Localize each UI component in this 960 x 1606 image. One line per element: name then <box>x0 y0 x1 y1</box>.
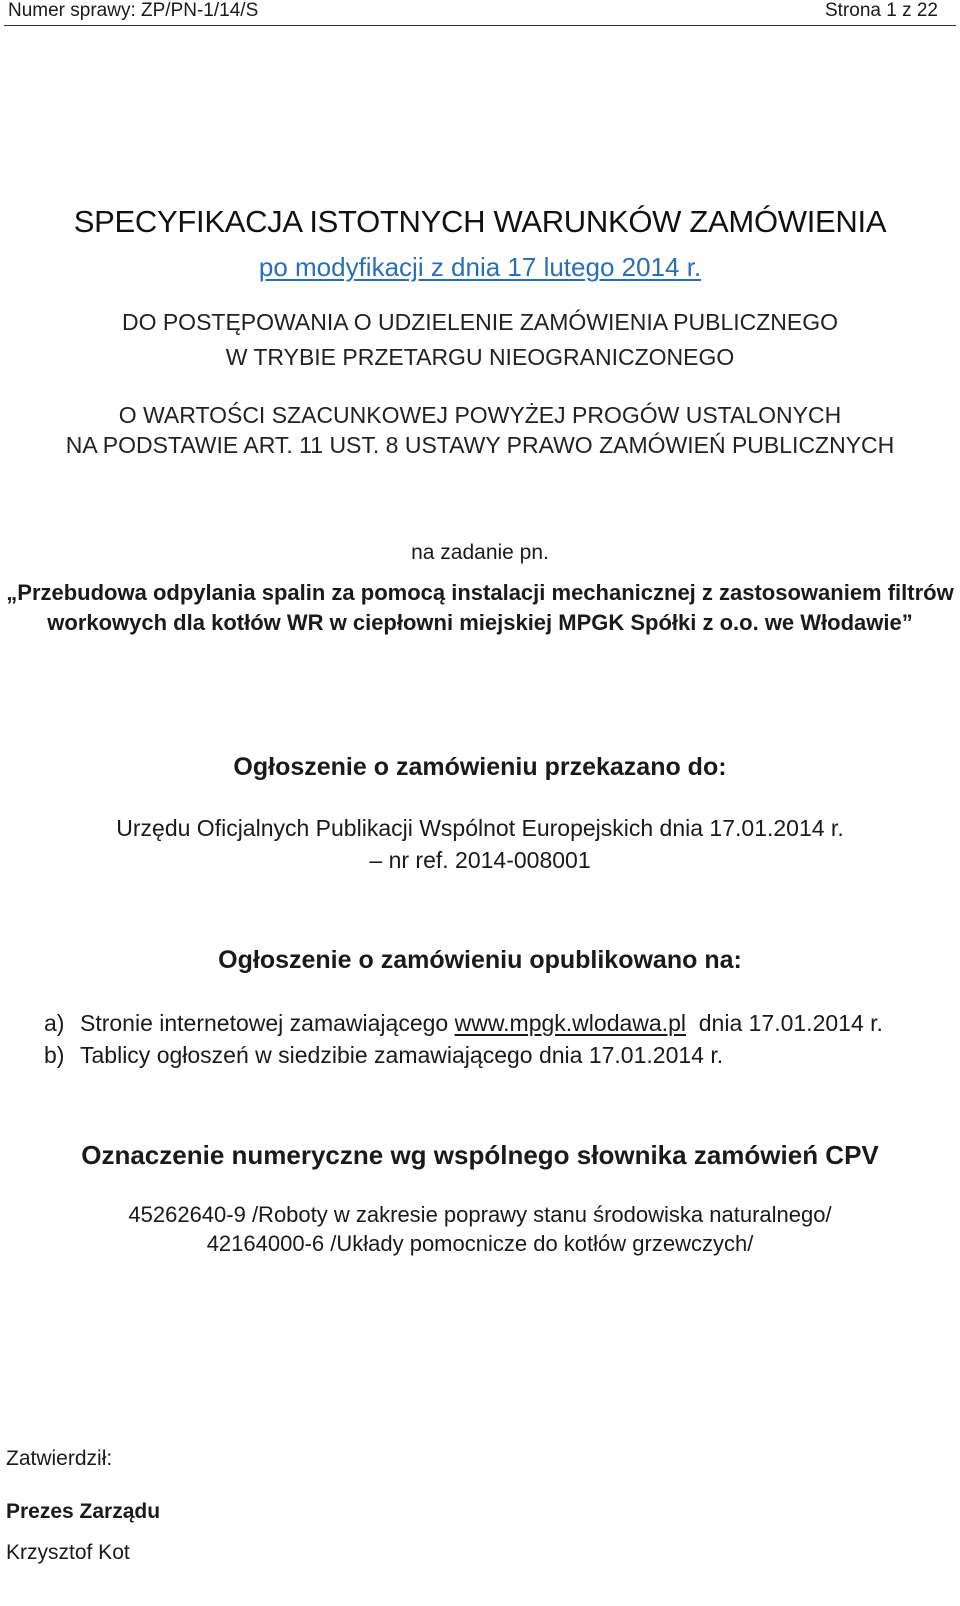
notice-sent-heading: Ogłoszenie o zamówieniu przekazano do: <box>233 753 727 781</box>
item-b-label: b) <box>44 1042 65 1068</box>
notice-sent-line-1: Urzędu Oficjalnych Publikacji Wspólnot Europejskich dnia 17.01.2014 r. <box>116 815 844 841</box>
case-number: Numer sprawy: ZP/PN-1/14/S <box>8 0 259 21</box>
item-a-date: dnia 17.01.2014 r. <box>698 1010 883 1036</box>
value-line-2: NA PODSTAWIE ART. 11 UST. 8 USTAWY PRAWO ZAMÓWIEŃ PUBLICZNYCH <box>65 432 895 458</box>
task-name-line-1: „Przebudowa odpylania spalin za pomocą instalacji mechanicznej z zastosowaniem filtrów <box>6 580 954 605</box>
modification-text: po modyfikacji z dnia 17 lutego 2014 r. <box>258 252 702 282</box>
cpv-code-1: 45262640-9 /Roboty w zakresie poprawy stanu środowiska naturalnego/ <box>128 1202 832 1227</box>
procedure-line-1: DO POSTĘPOWANIA O UDZIELENIE ZAMÓWIENIA PUBLICZNEGO <box>121 309 839 335</box>
task-intro: na zadanie pn. <box>411 541 549 564</box>
notice-published-heading: Ogłoszenie o zamówieniu opublikowano na: <box>218 946 742 974</box>
approver-name: Krzysztof Kot <box>6 1541 130 1564</box>
approval-label: Zatwierdził: <box>6 1447 113 1470</box>
modification-link[interactable] <box>0 252 960 283</box>
cpv-heading: Oznaczenie numeryczne wg wspólnego słownika zamówień CPV <box>81 1140 879 1170</box>
item-a-label: a) <box>44 1010 65 1036</box>
website-link[interactable]: www.mpgk.wlodawa.pl <box>454 1010 686 1036</box>
notice-sent-line-2: – nr ref. 2014-008001 <box>369 847 591 873</box>
procedure-line-2: W TRYBIE PRZETARGU NIEOGRANICZONEGO <box>225 344 735 370</box>
cpv-code-2: 42164000-6 /Układy pomocnicze do kotłów grzewczych/ <box>206 1231 754 1256</box>
published-item-a <box>44 1010 883 1037</box>
item-b-text: Tablicy ogłoszeń w siedzibie zamawiającego dnia 17.01.2014 r. <box>80 1042 724 1068</box>
value-line-1: O WARTOŚCI SZACUNKOWEJ POWYŻEJ PROGÓW USTALONYCH <box>118 402 842 428</box>
published-item-b <box>44 1042 723 1069</box>
page-indicator: Strona 1 z 22 <box>824 0 938 21</box>
item-a-text: Stronie internetowej zamawiającego <box>80 1010 449 1036</box>
document-title: SPECYFIKACJA ISTOTNYCH WARUNKÓW ZAMÓWIENIA <box>73 204 887 239</box>
approver-role: Prezes Zarządu <box>6 1500 161 1523</box>
task-name-line-2: workowych dla kotłów WR w ciepłowni miejskiej MPGK Spółki z o.o. we Włodawie” <box>47 610 913 635</box>
header-divider <box>4 25 956 26</box>
